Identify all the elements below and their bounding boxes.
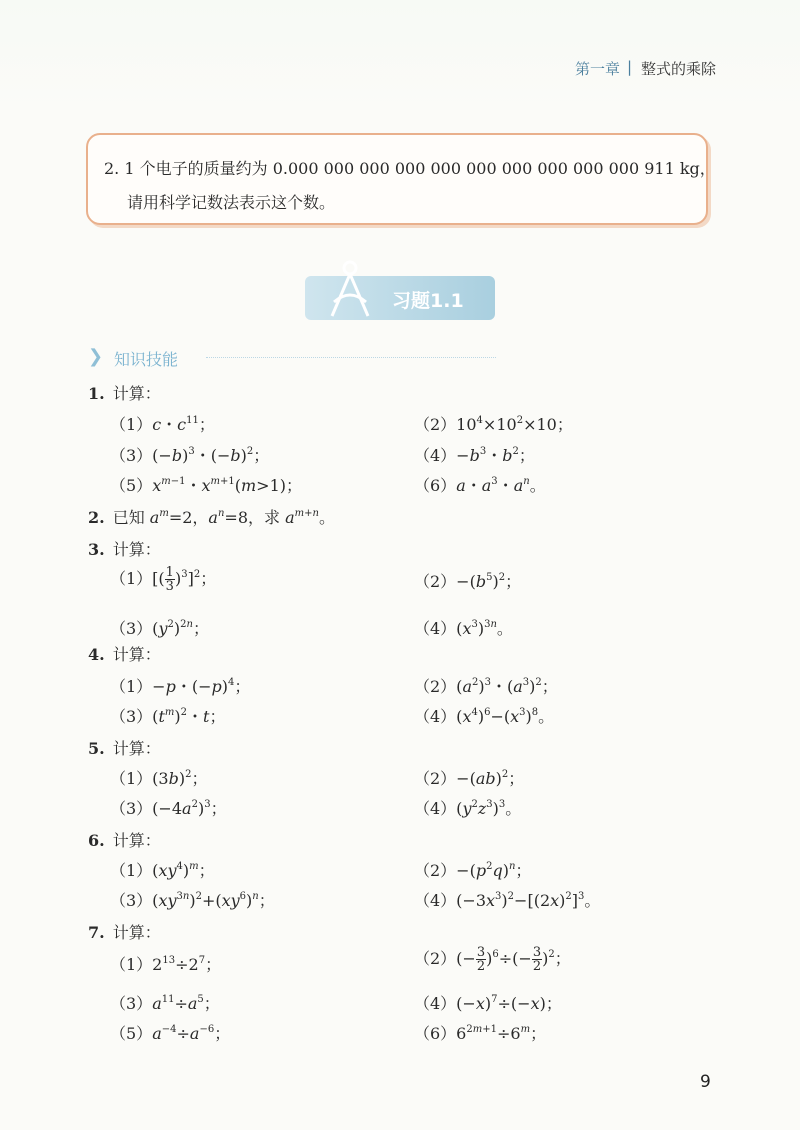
chevron-right-icon: ❯ — [88, 346, 104, 367]
q4-item-4: $(4)(x^4)^6-(x^3)^8$。 — [414, 707, 555, 726]
question-3: 3. 计算： — [88, 540, 161, 559]
exercise-title: 习题1.1 — [392, 290, 464, 312]
q6-item-3: $(3)(xy^{3n})^2+(xy^6)^n$； — [110, 891, 275, 910]
q3-item-1: （1）[( $\frac{1}{3}$ )$^3$]$^2$； — [110, 565, 217, 594]
q1-item-5: $(5)x^{m-1}$・$x^{m+1}(m>1)$； — [110, 476, 302, 495]
q4-item-1: （1）−p・$(-p)^4$； — [110, 677, 251, 696]
q7-item-4: $(4)(-x)^7\div(-x)$； — [414, 994, 562, 1013]
question-1: 1. 计算： — [88, 384, 161, 403]
section-label: 知识技能 — [114, 350, 179, 369]
q3-item-4: $(4)(x^3)^{3n}$。 — [414, 619, 513, 638]
q7-item-2: （2）(− $\frac{3}{2}$ )$^6$÷(− $\frac{3}{2}$ )$^2$； — [414, 945, 571, 974]
practice-line-2: 请用科学记数法表示这个数。 — [127, 193, 336, 212]
q3-item-2: $(2)-(b^5)^2$； — [414, 572, 522, 591]
question-6: 6. 计算： — [88, 831, 161, 850]
q5-item-3: $(3)(-4a^2)^3$； — [110, 799, 227, 818]
q4-item-3: $(3)(t^m)^2$・t； — [110, 707, 226, 726]
q1-item-1: （1）c・$c^{11}$； — [110, 415, 215, 434]
page-number: 9 — [700, 1072, 711, 1092]
q5-item-2: （2）−(ab)$^2$； — [414, 769, 525, 788]
q6-item-4: $(4)(-3x^3)^2-[(2x)^2]^3$。 — [414, 891, 601, 910]
q1-item-6: （6）a・$a^3$・$a^n$。 — [414, 476, 546, 495]
chapter-label: 第一章 — [574, 60, 620, 78]
q7-item-1: $(1)2^{13}\div 2^7$； — [110, 955, 222, 974]
question-5: 5. 计算： — [88, 739, 161, 758]
q7-item-6: $(6)6^{2m+1}\div 6^m$； — [414, 1024, 547, 1043]
q1-item-4: $(4)-b^3$・$b^2$； — [414, 446, 535, 465]
q4-item-2: $(2)(a^2)^3$・$(a^3)^2$； — [414, 677, 558, 696]
q6-item-2: $(2)-(p^2q)^n$； — [414, 861, 532, 880]
q1-item-2: $(2)10^4\times 10^2\times 10$； — [414, 415, 573, 434]
compass-icon — [322, 258, 378, 324]
q3-item-3: $(3)(y^2)^{2n}$； — [110, 619, 209, 638]
q5-item-4: $(4)(y^2z^3)^3$。 — [414, 799, 522, 818]
header-band — [0, 0, 800, 110]
q7-item-5: $(5)a^{-4}\div a^{-6}$； — [110, 1024, 231, 1043]
q1-item-3: $(3)(-b)^3$・$(-b)^2$； — [110, 446, 270, 465]
question-7: 7. 计算： — [88, 923, 161, 942]
section-divider — [206, 357, 496, 358]
question-2: 2. 已知 $a^m=2$，$a^n=8$，求 $a^{m+n}$。 — [88, 508, 335, 527]
q7-item-3: $(3)a^{11}\div a^5$； — [110, 994, 220, 1013]
q5-item-1: $(1)(3b)^2$； — [110, 769, 208, 788]
q6-item-1: $(1)(xy^4)^m$； — [110, 861, 215, 880]
header-separator: | — [626, 58, 632, 76]
question-4: 4. 计算： — [88, 645, 161, 664]
chapter-title: 整式的乘除 — [640, 60, 716, 78]
practice-line-1: 2. 1 个电子的质量约为 0.000 000 000 000 000 000 000 000 000 000 911 kg， — [104, 159, 716, 178]
